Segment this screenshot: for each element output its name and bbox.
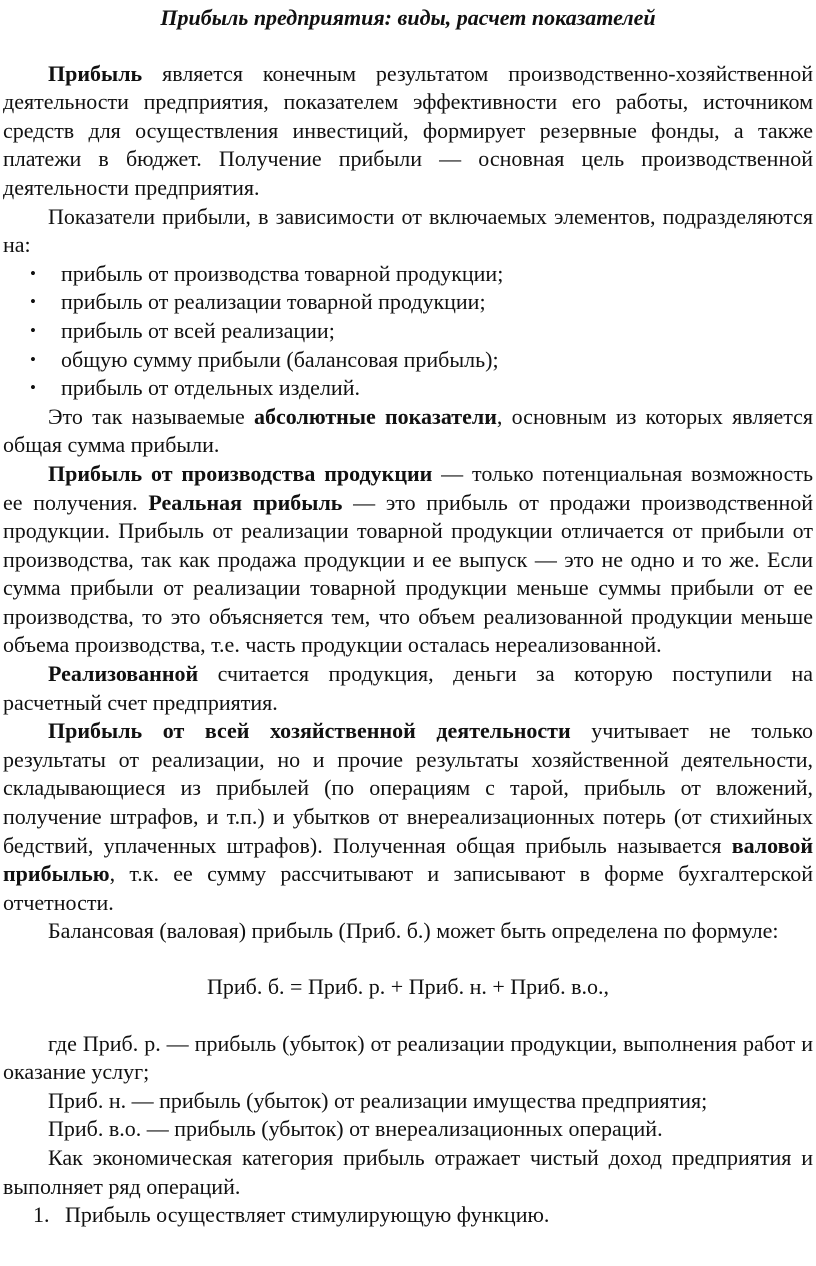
term-production-profit: Прибыль от производства продукции — [48, 460, 433, 486]
paragraph-text: , основным из которых является общая сумма прибыли. — [3, 403, 813, 458]
item-number: 1. — [33, 1202, 50, 1228]
list-item: • прибыль от производства товарной продукции; — [3, 260, 813, 289]
indicators-list — [3, 260, 813, 403]
term-gross-profit: валовой прибылью — [3, 832, 813, 887]
term-real-profit: Реальная прибыль — [148, 489, 343, 515]
document-title: Прибыль предприятия: виды, расчет показателей — [160, 5, 656, 30]
paragraph-total-activity-profit — [3, 717, 813, 917]
paragraph-profit-definition — [3, 60, 813, 203]
term-realized: Реализованной — [48, 661, 199, 687]
term-absolute-indicators: абсолютные показатели — [254, 403, 497, 429]
paragraph-text: — только потенциальная возможность ее получения. — [3, 460, 813, 515]
term-profit: Прибыль — [48, 60, 143, 86]
term-total-activity-profit: Прибыль от всей хозяйственной деятельности — [48, 718, 571, 744]
list-item: • прибыль от отдельных изделий. — [3, 374, 813, 403]
definition-item: Приб. н. — прибыль (убыток) от реализации имущества предприятия; — [48, 1087, 708, 1113]
paragraph-balance-profit: Балансовая (валовая) прибыль (Приб. б.) может быть определена по формуле: — [48, 918, 779, 944]
paragraph-absolute-indicators — [3, 403, 813, 460]
list-item: • общую сумму прибыли (балансовая прибыль); — [3, 346, 813, 375]
definition-item: Приб. в.о. — прибыль (убыток) от внереализационных операций. — [48, 1116, 663, 1142]
list-item: • прибыль от реализации товарной продукции; — [3, 288, 813, 317]
paragraph-text: Это так называемые — [48, 403, 254, 429]
functions-list — [3, 1201, 813, 1230]
list-item: • прибыль от всей реализации; — [3, 317, 813, 346]
paragraph-indicators-intro: Показатели прибыли, в зависимости от включаемых элементов, подразделяются на: — [3, 203, 813, 258]
paragraph-text: — это прибыль от продажи производственной продукции. Прибыль от реализации товарной продукции отличается от прибыли от производства, так как продажа продукции и ее выпуск — это не одно и то же. Если сумма прибыли от реализации товарной продукции меньше суммы прибыли от ее производства, то это объясняется тем, что объем реализованной продукции меньше объема производства, т.е. часть продукции осталась нереализованной. — [3, 489, 813, 658]
formula: Приб. б. = Приб. р. + Приб. н. + Приб. в.о., — [207, 974, 609, 999]
paragraph-economic-category: Как экономическая категория прибыль отражает чистый доход предприятия и выполняет ряд операций. — [3, 1144, 813, 1199]
paragraph-realized — [3, 660, 813, 717]
definition-item: где Приб. р. — прибыль (убыток) от реализации продукции, выполнения работ и оказание услуг; — [3, 1030, 813, 1085]
paragraph-text: является конечным результатом производственно-хозяйственной деятельности предприятия, показателем эффективности его работы, источником средств для осуществления инвестиций, формирует резервные фонды, а также платежи в бюджет. Получение прибыли — основная цель производственной деятельности предприятия. — [3, 60, 813, 200]
paragraph-text: считается продукция, деньги за которую поступили на расчетный счет предприятия. — [3, 661, 813, 715]
paragraph-production-profit — [3, 460, 813, 660]
paragraph-text: , т.к. ее сумму рассчитывают и записывают в форме бухгалтерской отчетности. — [3, 861, 813, 915]
numbered-item — [3, 1201, 813, 1230]
paragraph-text: учитывает не только результаты от реализации, но и прочие результаты хозяйственной деятельности, складывающиеся из прибылей (по операциям с тарой, прибыль от вложений, получение штрафов, и т.п.) и убытков от внереализационных потерь (от стихийных бедствий, уплаченных штрафов). Полученная общая прибыль называется — [3, 718, 813, 858]
item-text: Прибыль осуществляет стимулирующую функцию. — [65, 1202, 550, 1228]
